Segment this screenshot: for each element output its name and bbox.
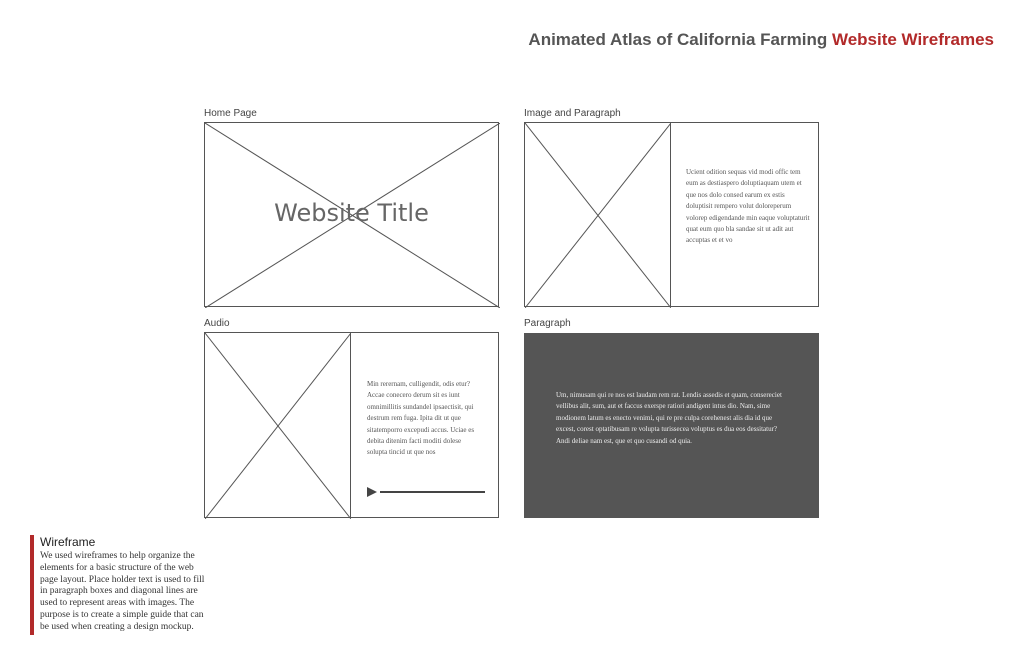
image-placeholder-cross [525, 123, 671, 308]
image-paragraph-label: Image and Paragraph [524, 108, 621, 119]
paragraph-wireframe [524, 333, 819, 518]
placeholder-paragraph: Min rerernam, culligendit, odis etur? Accae conecero derum sit es iunt omnimillitis sundandel ipsaectisit, qui destrum rem fuga. Ipita dit ut que sitatemporro excepudi accus. Uciae es debita ditenim facti moditi dolese solupta tincid ut que nos [367, 380, 475, 457]
placeholder-paragraph: Um, nimusam qui re nos est laudam rem rat. Lendis assedis et quam, consereciet vellibus alit, sum, aut et faccus exerspe ratiori andigent intus dio. Nam, sime modionem latum es enecto venimi, qui re pre culpa corehenest alis dia id que excest, corest optatibusam re volupta turissecea voluptus es dua eos dessitatur? Andi deliae nam est, que et quo cusandi od quia. [556, 391, 782, 445]
audio-wireframe [204, 332, 499, 518]
audio-player [367, 487, 487, 497]
title-accent: Website Wireframes [831, 30, 994, 49]
home-page-label: Home Page [204, 108, 257, 119]
note-heading: Wireframe [40, 535, 96, 549]
frame-divider [350, 333, 351, 517]
page-title [528, 30, 994, 50]
website-title-placeholder: Website Title [274, 199, 429, 227]
frame-divider [670, 123, 671, 306]
home-page-wireframe [204, 122, 499, 307]
audio-progress-bar[interactable] [380, 491, 485, 493]
image-paragraph-wireframe [524, 122, 819, 307]
note-body: We used wireframes to help organize the elements for a basic structure of the web page layout. Place holder text is used to fill in paragraph boxes and diagonal lines are used to represent areas with images. The purpose is to create a simple guide that can be used when creating a design mockup. [40, 551, 205, 632]
placeholder-paragraph: Ucient odition sequas vid modi offic tem eum as destiaspero doluptiaquam utem et que nos dolo consed earum ex estis doluptisit rempero volut doloreperum volorep edigendande min eaque voluptaturit quat eum quo bla sandae sit ut adit aut accuptas et et vo [686, 168, 810, 245]
note-accent-bar [30, 535, 34, 635]
play-icon[interactable] [367, 487, 377, 497]
title-main: Animated Atlas of California Farming [528, 30, 828, 49]
paragraph-label: Paragraph [524, 318, 571, 329]
audio-label: Audio [204, 318, 230, 329]
image-placeholder-cross [205, 333, 351, 519]
